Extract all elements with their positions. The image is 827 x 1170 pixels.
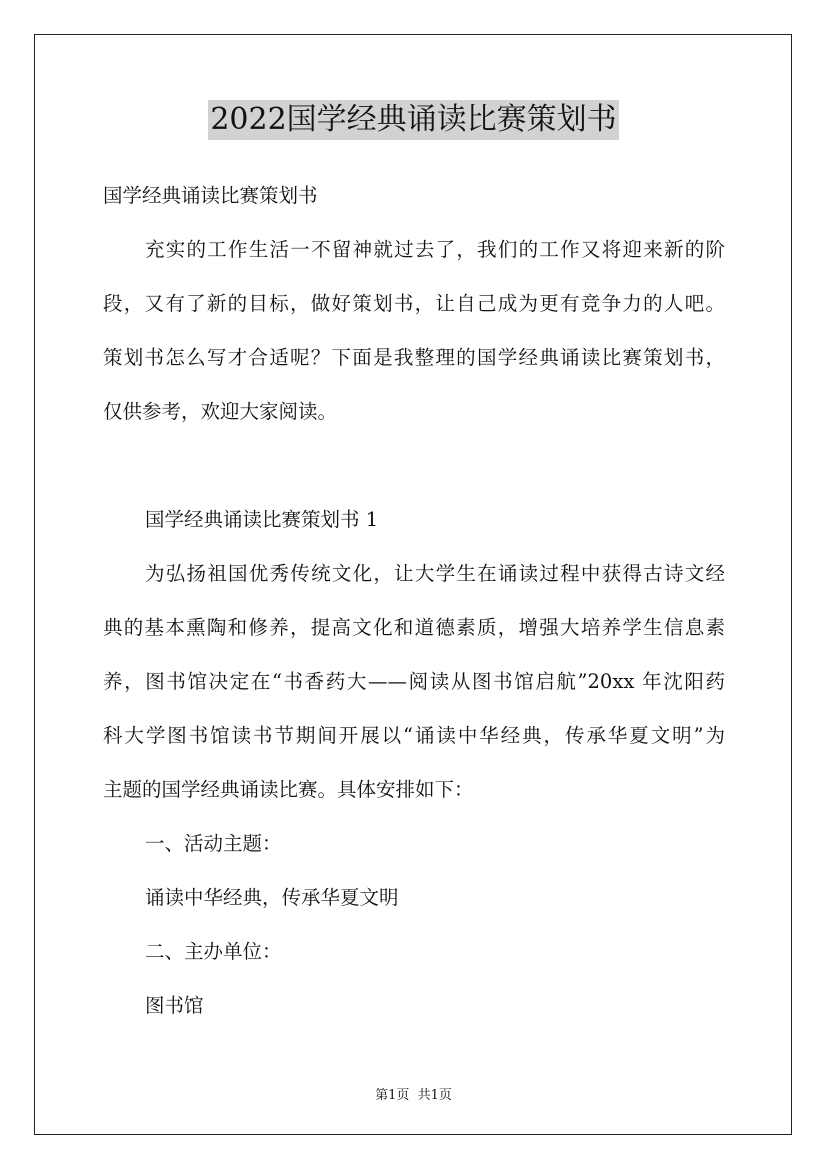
intro-line-3: 策划书怎么写才合适呢？下面是我整理的国学经典诵读比赛策划书， bbox=[103, 346, 725, 369]
title-container bbox=[0, 100, 827, 140]
page-footer: 第1页 共1页 bbox=[375, 1088, 452, 1103]
document-subtitle: 国学经典诵读比赛策划书 bbox=[103, 184, 318, 207]
document-title: 2022国学经典诵读比赛策划书 bbox=[208, 100, 618, 140]
section-heading: 国学经典诵读比赛策划书 1 bbox=[145, 508, 379, 531]
body-line-5: 主题的国学经典诵读比赛。具体安排如下： bbox=[103, 778, 474, 801]
body-line-4: 科大学图书馆读书节期间开展以“诵读中华经典，传承华夏文明”为 bbox=[103, 724, 725, 747]
body-line-1: 为弘扬祖国优秀传统文化，让大学生在诵读过程中获得古诗文经 bbox=[145, 562, 725, 585]
item1-content: 诵读中华经典，传承华夏文明 bbox=[145, 886, 399, 909]
item2-content: 图书馆 bbox=[145, 994, 204, 1017]
body-line-2: 典的基本熏陶和修养，提高文化和道德素质，增强大培养学生信息素 bbox=[103, 616, 725, 639]
item1-heading: 一、活动主题： bbox=[145, 832, 282, 855]
intro-line-1: 充实的工作生活一不留神就过去了，我们的工作又将迎来新的阶 bbox=[145, 238, 725, 261]
intro-line-2: 段，又有了新的目标，做好策划书，让自己成为更有竞争力的人吧。 bbox=[103, 292, 725, 315]
item2-heading: 二、主办单位： bbox=[145, 940, 282, 963]
body-line-3: 养，图书馆决定在“书香药大——阅读从图书馆启航”20xx 年沈阳药 bbox=[103, 670, 725, 693]
intro-line-4: 仅供参考，欢迎大家阅读。 bbox=[103, 400, 338, 423]
